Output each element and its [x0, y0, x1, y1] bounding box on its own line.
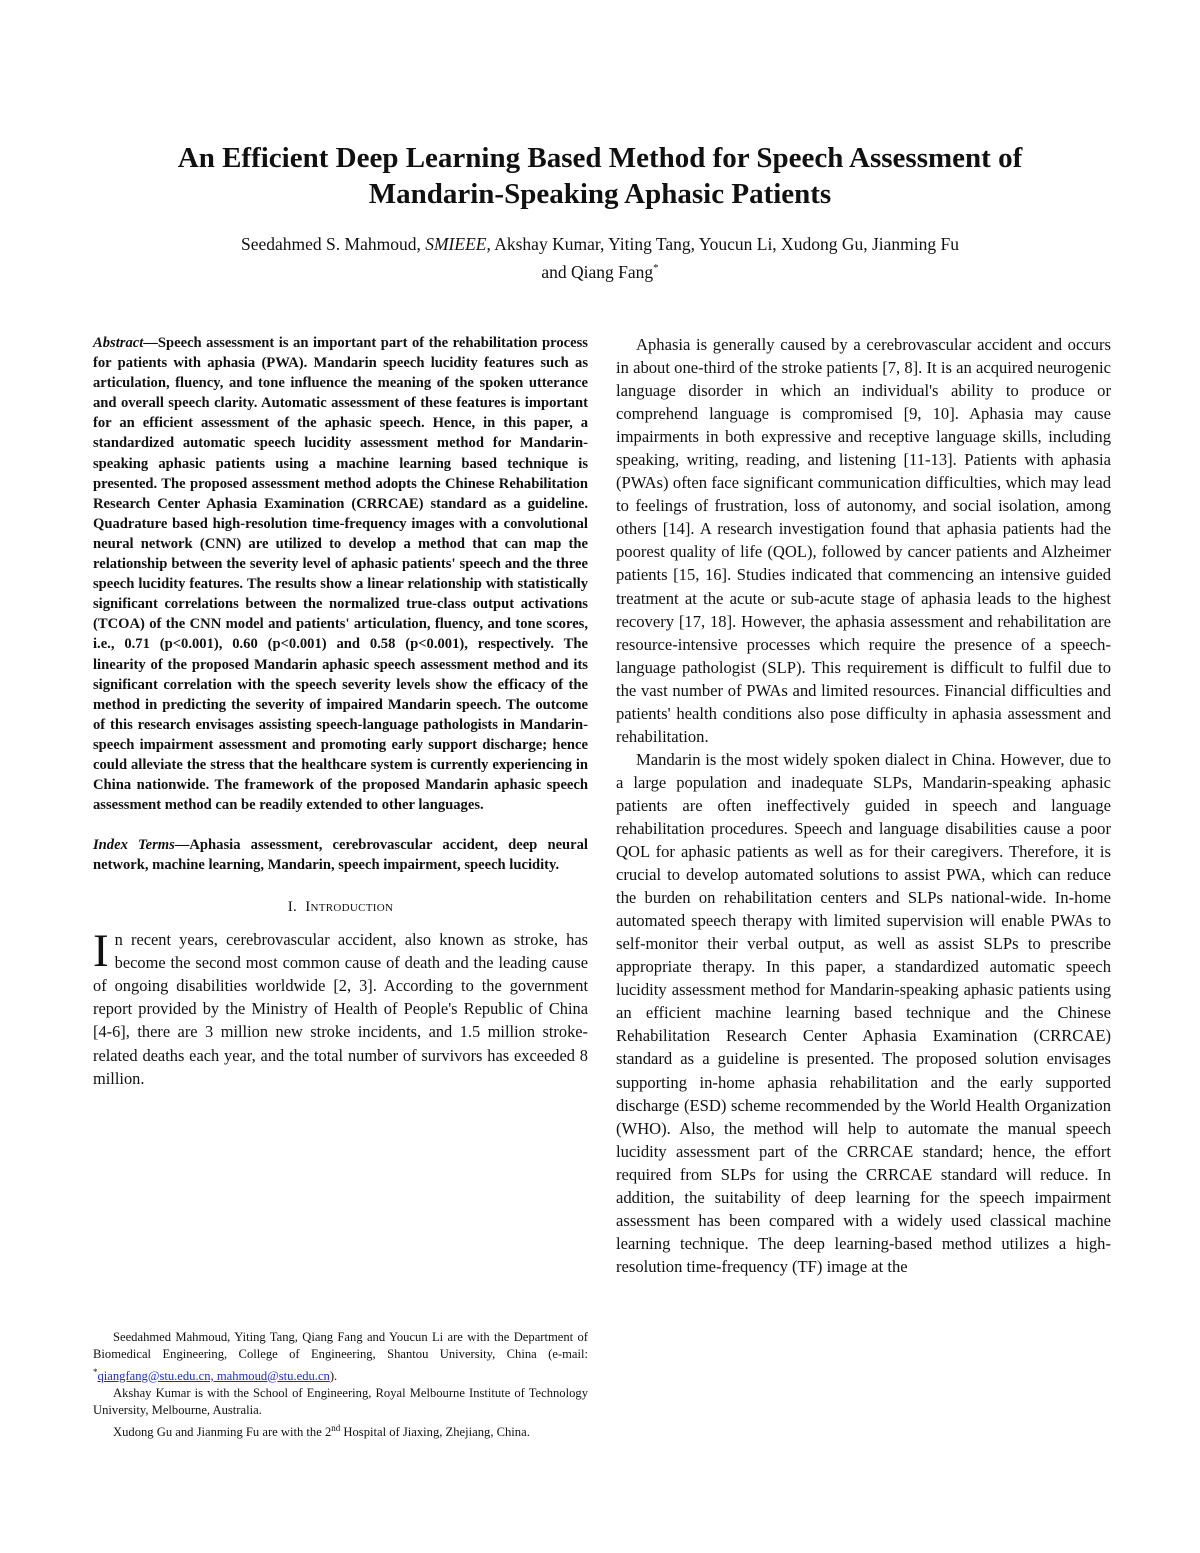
abstract-text: —Speech assessment is an important part of the rehabilitation process for patients with aphasia (PWA). Mandarin speech lucidity features such as articulation, fluency, and tone influence the meaning of the spoken utterance and overall speech clarity. Automatic assessment of these features is important for an efficient assessment of the aphasic speech. Hence, in this paper, a standardized automatic speech lucidity assessment method for Mandarin-speaking aphasic patients using a machine learning based technique is presented. The proposed assessment method adopts the Chinese Rehabilitation Research Center Aphasia Examination (CRRCAE) standard as a guideline. Quadrature based high-resolution time-frequency images with a convolutional neural network (CNN) are utilized to develop a method that can map the relationship between the severity level of aphasic patients' speech and the three speech lucidity features. The results show a linear relationship with statistically significant correlations between the normalized true-class output activations (TCOA) of the CNN model and patients' articulation, fluency, and tone scores, i.e., 0.71 (p<0.001), 0.60 (p<0.001) and 0.58 (p<0.001), respectively. The linearity of the proposed Mandarin aphasic speech assessment method and its significant correlation with the speech severity levels show the efficacy of the method in predicting the severity of impaired Mandarin speech. The outcome of this research envisages assisting speech-language pathologists in Mandarin-speech impairment assessment and promoting early support discharge; hence could alleviate the stress that the healthcare system is currently experiencing in China nationwide. The framework of the proposed Mandarin aphasic speech assessment method can be readily extended to other languages. — [93, 335, 588, 814]
corresponding-mark: * — [653, 262, 659, 274]
authors-line-2: and Qiang Fang* — [541, 261, 659, 282]
index-terms-lead: Index Terms — [93, 837, 175, 854]
index-terms — [93, 835, 588, 875]
intro-text: n recent years, cerebrovascular accident, also known as stroke, has become the second most common cause of death and the leading cause of ongoing disabilities worldwide [2, 3]. According to the government report provided by the Ministry of Health of People's Republic of China [4-6], there are 3 million new stroke incidents, and 1.5 million stroke-related deaths each year, and the total number of survivors has exceeded 8 million. — [93, 929, 588, 1088]
index-terms-text: —Aphasia assessment, cerebrovascular accident, deep neural network, machine learning, Mandarin, speech impairment, speech lucidity. — [93, 837, 588, 874]
title-line-2: Mandarin-Speaking Aphasic Patients — [368, 178, 832, 210]
abstract-lead: Abstract — [93, 335, 144, 351]
email-link[interactable]: qiangfang@stu.edu.cn, mahmoud@stu.edu.cn — [97, 1368, 330, 1383]
footnotes — [93, 1329, 588, 1441]
author-membership: SMIEEE — [425, 234, 487, 254]
section-heading: I. Introduction — [287, 899, 394, 916]
authors-line-1: Seedahmed S. Mahmoud, SMIEEE, Akshay Kumar, Yiting Tang, Youcun Li, Xudong Gu, Jianming Fu — [241, 234, 959, 254]
author-list — [80, 232, 1120, 284]
abstract — [93, 333, 588, 815]
body-paragraph: Mandarin is the most widely spoken dialect in China. However, due to a large population and inadequate SLPs, Mandarin-speaking aphasic patients are often ineffectively guided in speech and language rehabilitation procedures. Speech and language disabilities cause a poor QOL for aphasic patients as well as for their caregivers. Therefore, it is crucial to develop automated solutions to assist PWA, which can reduce the burden on rehabilitation centers and SLPs national-wide. In-home automated speech therapy with limited supervision will enable PWAs to self-monitor their verbal output, as well as assist SLPs to prescribe appropriate therapy. In this paper, a standardized automatic speech lucidity assessment method for Mandarin-speaking aphasic patients using an efficient machine learning based technique and the Chinese Rehabilitation Research Center Aphasia Examination (CRRCAE) standard as a guideline is presented. The proposed solution envisages supporting in-home aphasia rehabilitation and the early supported discharge (ESD) scheme recommended by the World Health Organization (WHO). Also, the method will help to automate the manual speech lucidity assessment part of the CRRCAE standard; hence, the effort required from SLPs for using the CRRCAE standard will reduce. In addition, the suitability of deep learning for the speech impairment assessment has been compared with a widely used classical machine learning technique. The deep learning-based method utilizes a high-resolution time-frequency (TF) image at the — [616, 749, 1111, 1276]
footnote-affiliation-3: Xudong Gu and Jianming Fu are with the 2nd Hospital of Jiaxing, Zhejiang, China. — [113, 1422, 530, 1439]
footnote-affiliation-1: Seedahmed Mahmoud, Yiting Tang, Qiang Fang and Youcun Li are with the Department of Biomedical Engineering, College of Engineering, Shantou University, China (e-mail: *qiangfang@stu.edu.cn, mahmoud@stu.edu.cn). — [93, 1330, 588, 1383]
body-paragraph: Aphasia is generally caused by a cerebrovascular accident and occurs in about one-third of the stroke patients [7, 8]. It is an acquired neurogenic language disorder in which an individual's ability to produce or comprehend language is compromised [9, 10]. Aphasia may cause impairments in both expressive and receptive language skills, including speaking, writing, reading, and listening [11-13]. Patients with aphasia (PWAs) often face significant communication difficulties, which may lead to feelings of frustration, loss of autonomy, and social isolation, among others [14]. A research investigation found that aphasia patients had the poorest quality of life (QOL), followed by cancer patients and Alzheimer patients [15, 16]. Studies indicated that commencing an intensive guided treatment at the acute or sub-acute stage of aphasia leads to the highest recovery [17, 18]. However, the aphasia assessment and rehabilitation are resource-intensive processes which require the presence of a speech-language pathologist (SLP). This requirement is difficult to fulfil due to the vast number of PWAs and limited resources. Financial difficulties and patients' health conditions also pose difficulty in aphasia assessment and rehabilitation. — [616, 335, 1111, 746]
drop-cap: I — [93, 924, 109, 977]
section-title: Introduction — [305, 899, 394, 916]
title-line-1: An Efficient Deep Learning Based Method for Speech Assessment of — [177, 142, 1023, 174]
left-column — [93, 333, 588, 1090]
intro-paragraph — [93, 924, 588, 1090]
footnote-affiliation-2: Akshay Kumar is with the School of Engineering, Royal Melbourne Institute of Technology University, Melbourne, Australia. — [93, 1386, 588, 1418]
paper-title — [60, 140, 1140, 212]
right-column — [616, 333, 1111, 1278]
